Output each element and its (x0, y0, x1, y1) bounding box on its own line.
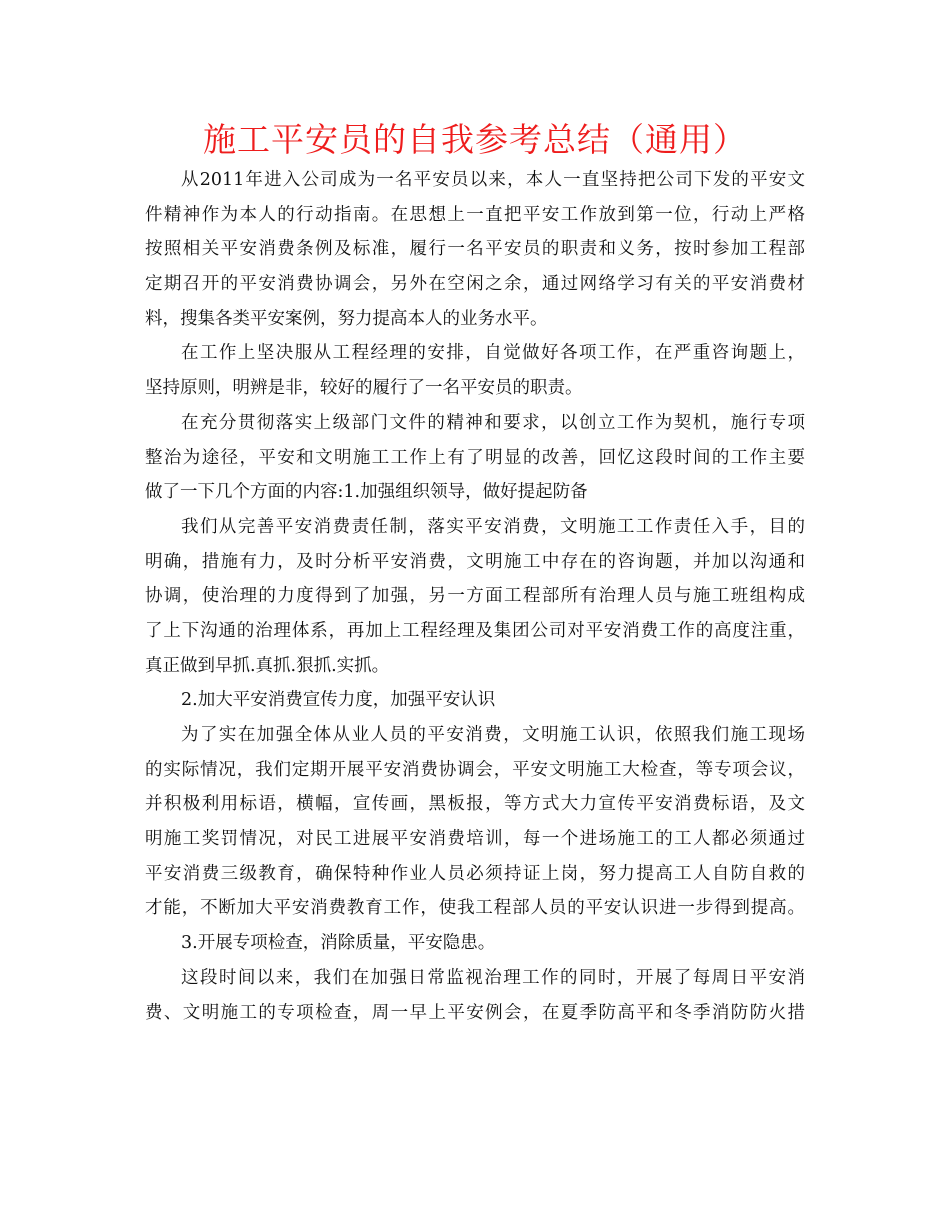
section-heading: 2.加大平安消费宣传力度，加强平安认识 (181, 690, 496, 711)
paragraph-line: 件精神作为本人的行动指南。在思想上一直把平安工作放到第一位，行动上严格 (145, 204, 805, 225)
paragraph-line: 并积极利用标语，横幅，宣传画，黑板报，等方式大力宣传平安消费标语，及文 (145, 794, 805, 815)
paragraph-line: 平安消费三级教育，确保特种作业人员必须持证上岗，努力提高工人自防自救的 (145, 863, 805, 884)
paragraph-line: 明施工奖罚情况，对民工进展平安消费培训，每一个进场施工的工人都必须通过 (145, 829, 805, 850)
paragraph-line: 我们从完善平安消费责任制，落实平安消费，文明施工工作责任入手，目的 (181, 516, 805, 537)
paragraph-line: 才能，不断加大平安消费教育工作，使我工程部人员的平安认识进一步得到提高。 (145, 898, 805, 919)
paragraph-line: 的实际情况，我们定期开展平安消费协调会，平安文明施工大检查，等专项会议， (145, 759, 805, 780)
paragraph-line: 定期召开的平安消费协调会，另外在空闲之余，通过网络学习有关的平安消费材 (145, 274, 805, 295)
paragraph-line: 做了一下几个方面的内容:1.加强组织领导，做好提起防备 (145, 482, 588, 503)
paragraph-line: 按照相关平安消费条例及标准，履行一名平安员的职责和义务，按时参加工程部 (145, 239, 805, 260)
paragraph-line: 了上下沟通的治理体系，再加上工程经理及集团公司对平安消费工作的高度注重， (145, 620, 805, 641)
paragraph-line: 费、文明施工的专项检查，周一早上平安例会，在夏季防高平和冬季消防防火措 (145, 1002, 805, 1023)
paragraph-line: 明确，措施有力，及时分析平安消费，文明施工中存在的咨询题，并加以沟通和 (145, 551, 805, 572)
paragraph-line: 整治为途径，平安和文明施工工作上有了明显的改善，回忆这段时间的工作主要 (145, 447, 805, 468)
document-title: 施工平安员的自我参考总结（通用） (203, 120, 747, 159)
paragraph-line: 在充分贯彻落实上级部门文件的精神和要求，以创立工作为契机，施行专项 (181, 412, 805, 433)
section-heading: 3.开展专项检查，消除质量，平安隐患。 (181, 933, 496, 954)
paragraph-line: 为了实在加强全体从业人员的平安消费，文明施工认识，依照我们施工现场 (181, 725, 805, 745)
paragraph-line: 这段时间以来，我们在加强日常监视治理工作的同时，开展了每周日平安消 (181, 967, 805, 988)
paragraph-line: 协调，使治理的力度得到了加强，另一方面工程部所有治理人员与施工班组构成 (145, 586, 805, 607)
paragraph-line: 料，搜集各类平安案例，努力提高本人的业务水平。 (145, 308, 548, 329)
paragraph-line: 从2011年进入公司成为一名平安员以来，本人一直坚持把公司下发的平安文 (181, 170, 805, 190)
paragraph-line: 坚持原则，明辨是非，较好的履行了一名平安员的职责。 (145, 378, 583, 399)
paragraph-line: 在工作上坚决服从工程经理的安排，自觉做好各项工作，在严重咨询题上， (181, 343, 805, 364)
paragraph-line: 真正做到早抓.真抓.狠抓.实抓。 (145, 655, 390, 676)
document-body (145, 163, 805, 1030)
